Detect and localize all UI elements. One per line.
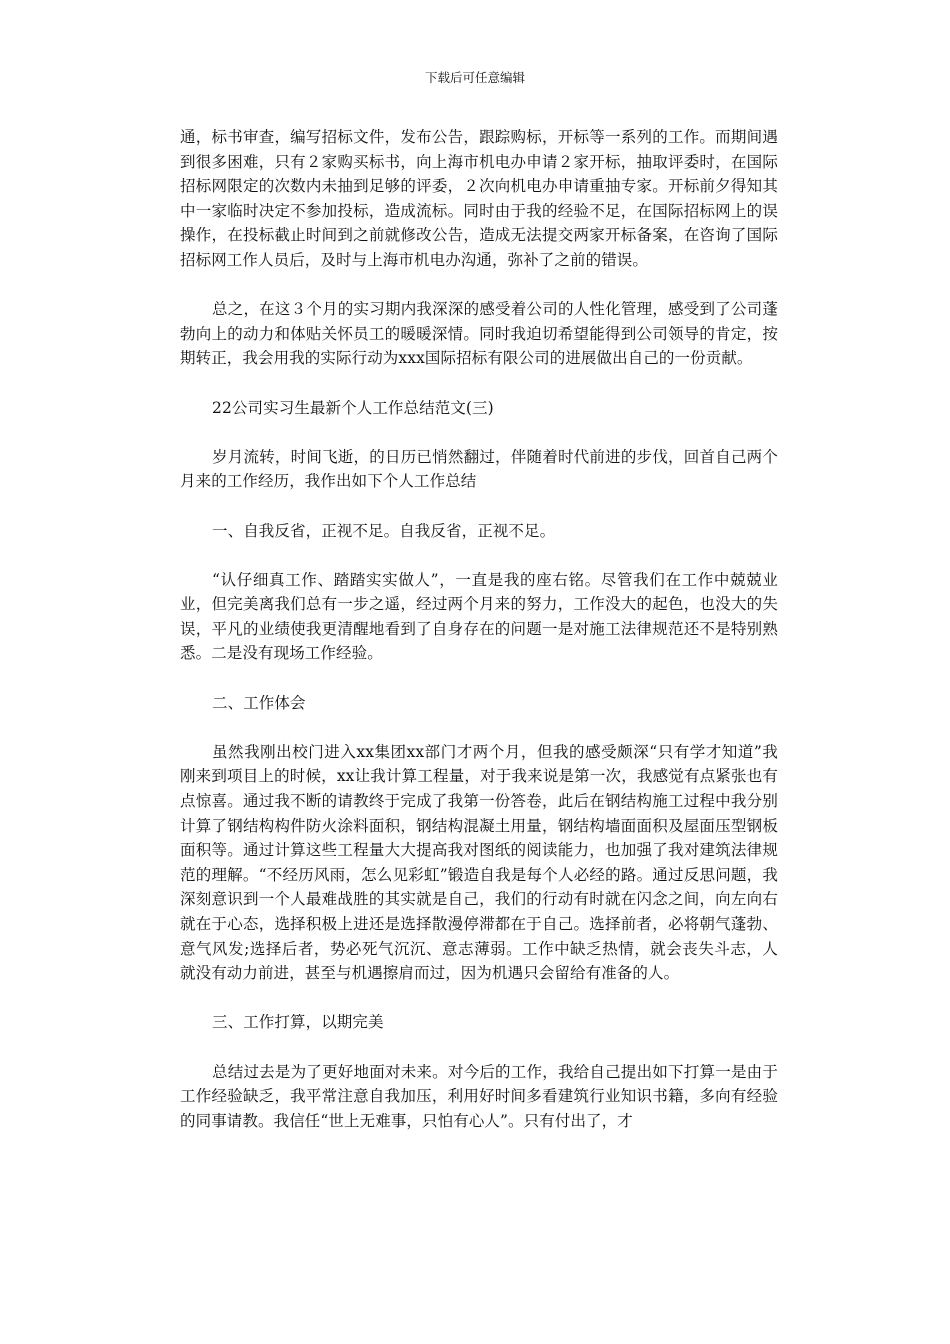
paragraph-6: 总结过去是为了更好地面对未来。对今后的工作，我给自己提出如下打算一是由于工作经验缺乏，我平常注意自我加压，利用好时间多看建筑行业知识书籍，多向有经验的同事请教。我信任“世上无难事，只怕有心人”。只有付出了，才 xyxy=(180,1062,778,1130)
paragraph-2: 总之，在这３个月的实习期内我深深的感受着公司的人性化管理，感受到了公司蓬勃向上的动力和体贴关怀员工的暖暖深情。同时我迫切希望能得到公司领导的肯定，按期转正，我会用我的实际行动为xxx国际招标有限公司的进展做出自己的一份贡献。 xyxy=(180,300,778,368)
paragraph-1: 通，标书审查，编写招标文件，发布公告，跟踪购标，开标等一系列的工作。而期间遇到很多困难，只有２家购买标书，向上海市机电办申请２家开标，抽取评委时，在国际招标网限定的次数内未抽到足够的评委，２次向机电办申请重抽专家。开标前夕得知其中一家临时决定不参加投标，造成流标。同时由于我的经验不足，在国际招标网上的误操作，在投标截止时间到之前就修改公告，造成无法提交两家开标备案，在咨询了国际招标网工作人员后，及时与上海市机电办沟通，弥补了之前的错误。 xyxy=(180,128,778,269)
heading-3: 三、工作打算，以期完美 xyxy=(212,1013,384,1032)
paragraph-5: 虽然我刚出校门进入xx集团xx部门才两个月，但我的感受颇深“只有学才知道”我刚来到项目上的时候，xx让我计算工程量，对于我来说是第一次，我感觉有点紧张也有点惊喜。通过我不断的请教终于完成了我第一份答卷，此后在钢结构施工过程中我分别计算了钢结构构件防火涂料面积，钢结构混凝土用量，钢结构墙面面积及屋面压型钢板面积等。通过计算这些工程量大大提高我对图纸的阅读能力，也加强了我对建筑法律规范的理解。“不经历风雨，怎么见彩虹”锻造自我是每个人必经的路。通过反思问题，我深刻意识到一个人最难战胜的其实就是自己，我们的行动有时就在闪念之间，向左向右就在于心态，选择积极上进还是选择散漫停滞都在于自己。选择前者，必将朝气蓬勃、意气风发;选择后者，势必死气沉沉、意志薄弱。工作中缺乏热情，就会丧失斗志，人就没有动力前进，甚至与机遇擦肩而过，因为机遇只会留给有准备的人。 xyxy=(180,742,778,983)
section-title: 22公司实习生最新个人工作总结范文(三) xyxy=(212,398,494,417)
page-header: 下载后可任意编辑 xyxy=(424,70,525,85)
heading-2: 二、工作体会 xyxy=(212,693,306,712)
paragraph-4: “认仔细真工作、踏踏实实做人”，一直是我的座右铭。尽管我们在工作中兢兢业业，但完美离我们总有一步之遥，经过两个月来的努力，工作没大的起色，也没大的失误，平凡的业绩使我更清醒地看到了自身存在的问题一是对施工法律规范还不是特别熟悉。二是没有现场工作经验。 xyxy=(180,570,778,663)
document-body xyxy=(180,125,778,1133)
paragraph-3: 岁月流转，时间飞逝，的日历已悄然翻过，伴随着时代前进的步伐，回首自己两个月来的工作经历，我作出如下个人工作总结 xyxy=(180,447,778,491)
heading-1: 一、自我反省，正视不足。自我反省，正视不足。 xyxy=(212,521,556,540)
